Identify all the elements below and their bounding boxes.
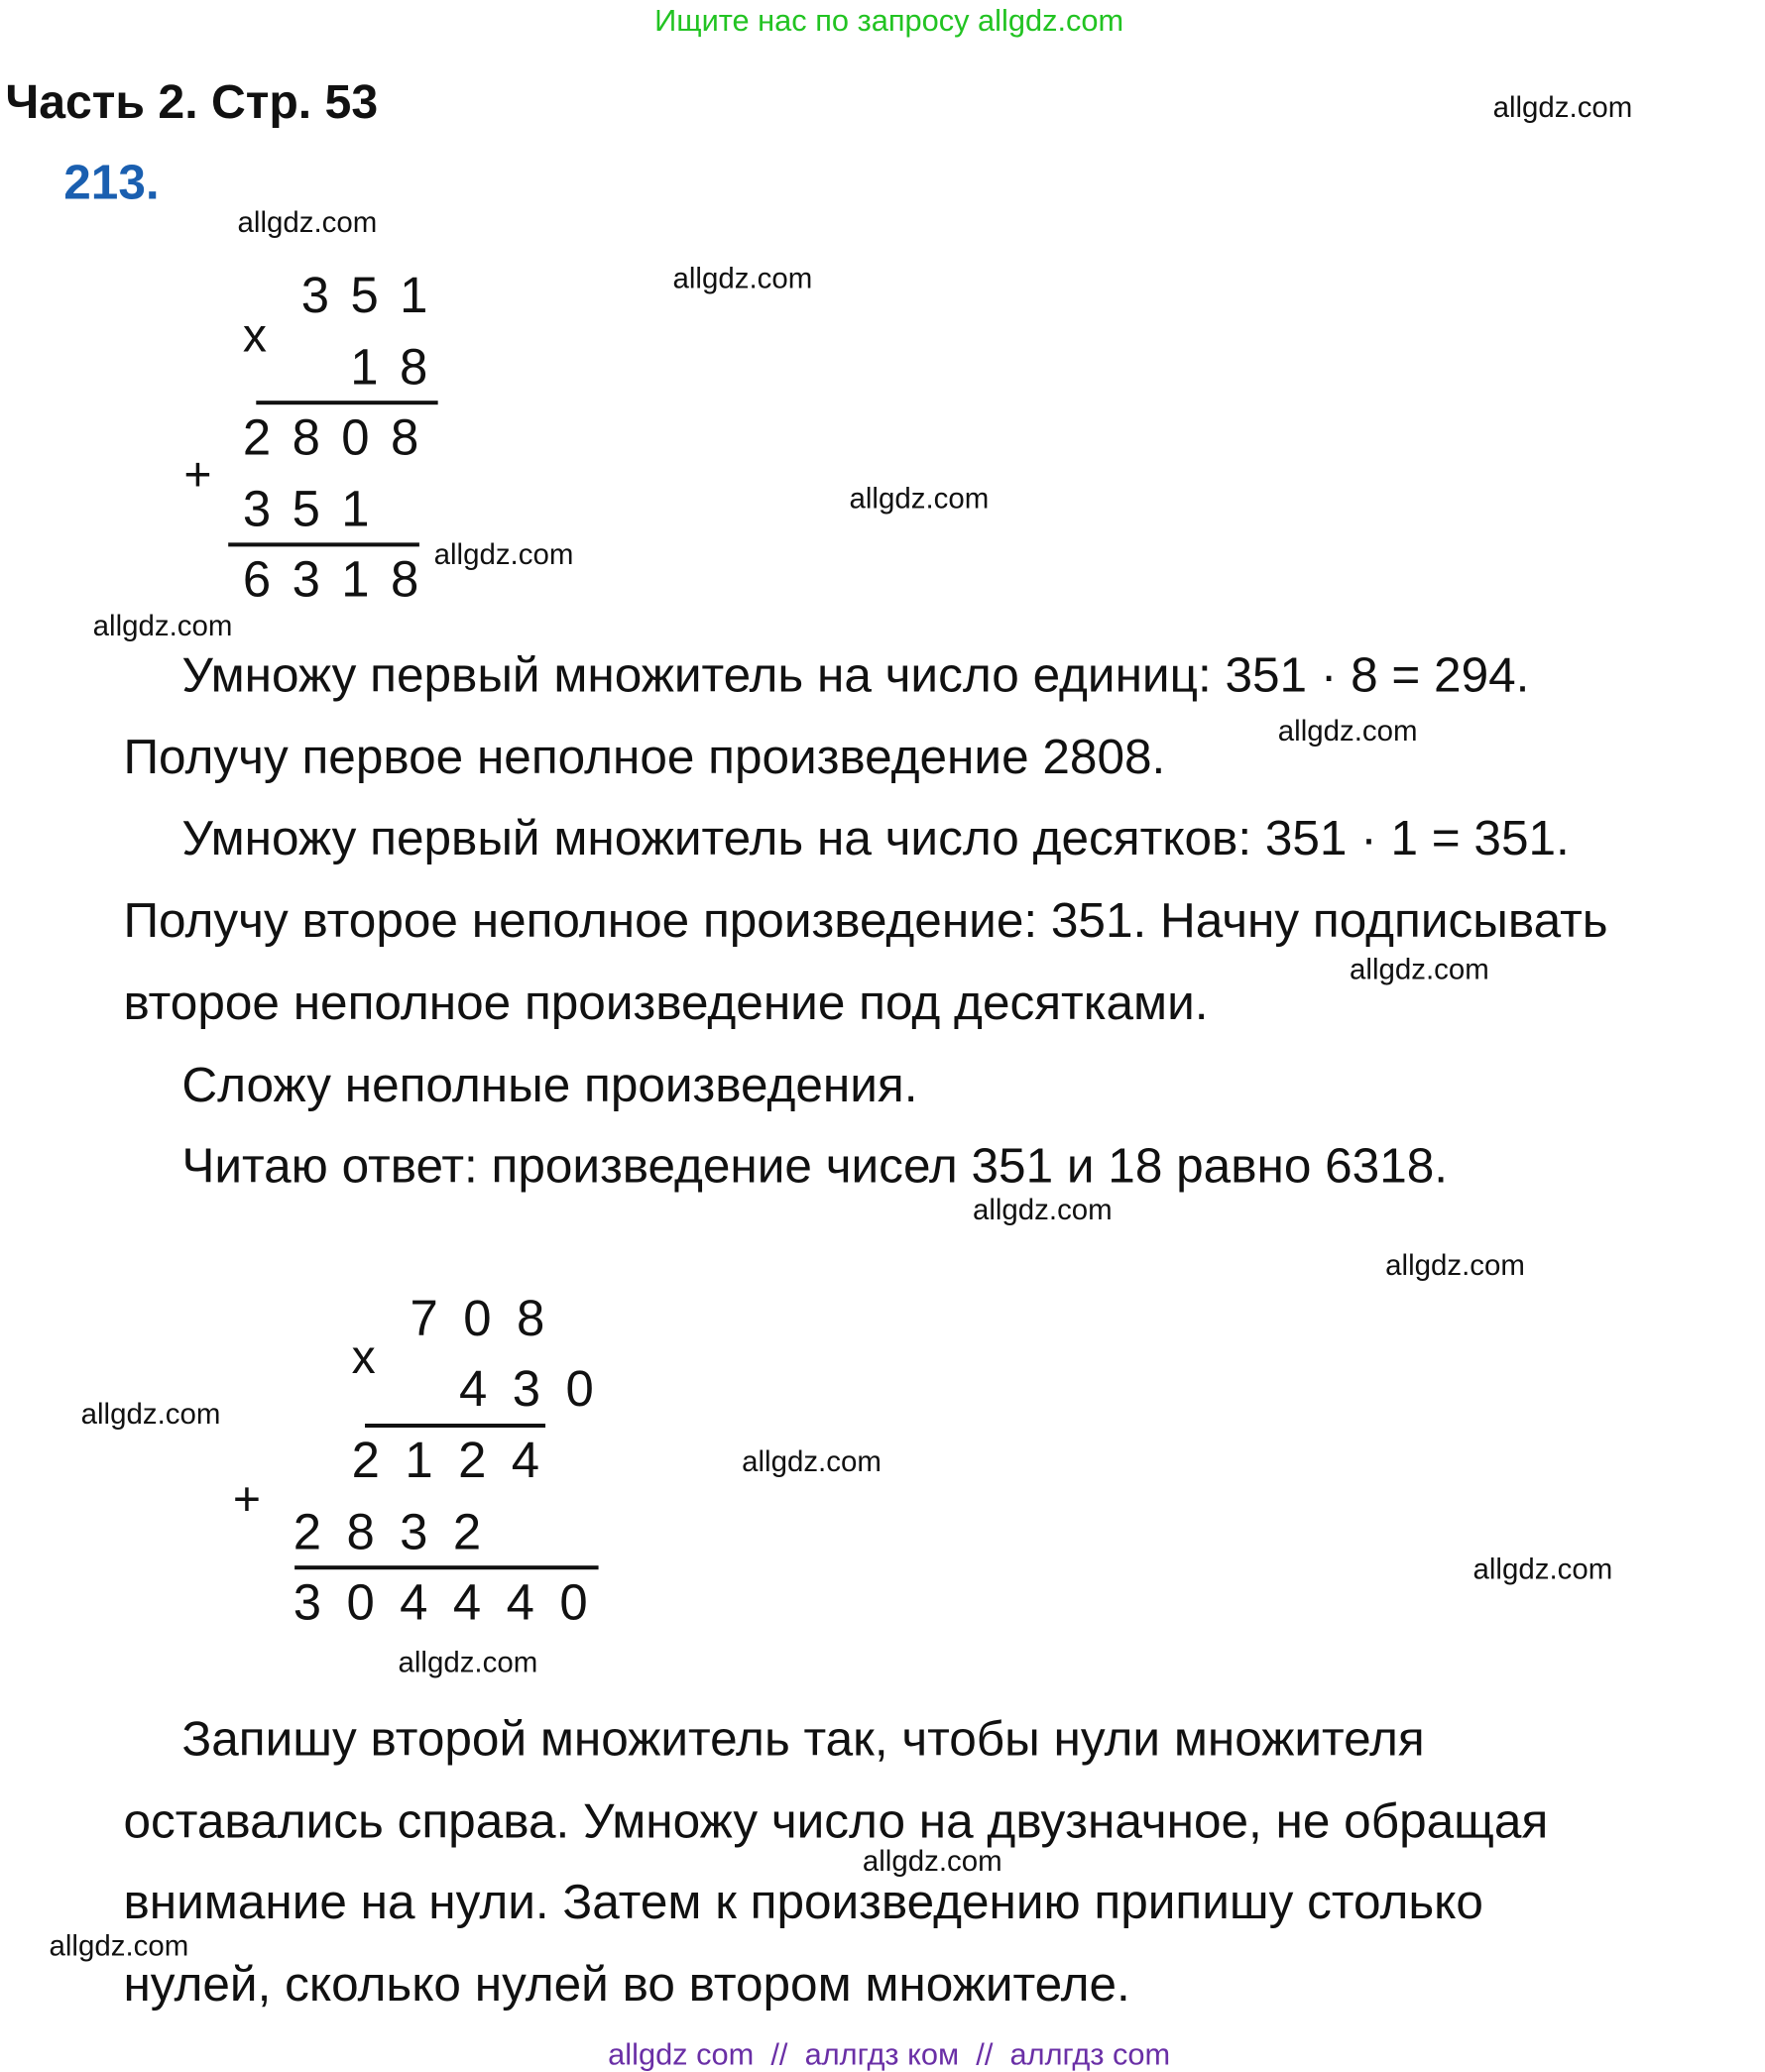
explanation-line: Получу второе неполное произведение: 351. Начну подписывать xyxy=(123,892,1608,948)
multiplier: 18 xyxy=(350,340,449,397)
explanation-line: второе неполное произведение под десятками. xyxy=(123,975,1209,1030)
footer-links: allgdz com // аллгдз ком // аллгдз com xyxy=(608,2036,1171,2072)
multiplicand: 708 xyxy=(410,1291,570,1348)
watermark: allgdz.com xyxy=(433,537,574,571)
watermark: allgdz.com xyxy=(92,609,233,642)
partial-product-1: 2808 xyxy=(242,410,440,467)
multiply-sign: x xyxy=(351,1328,376,1384)
watermark: allgdz.com xyxy=(398,1645,538,1678)
watermark: allgdz.com xyxy=(849,481,990,516)
watermark: allgdz.com xyxy=(80,1397,221,1431)
watermark: allgdz.com xyxy=(49,1928,189,1963)
explanation-line: Сложу неполные произведения. xyxy=(181,1057,918,1112)
watermark: allgdz.com xyxy=(672,261,813,295)
exercise-number: 213. xyxy=(63,155,160,210)
multiplier: 430 xyxy=(459,1361,620,1418)
divider-line xyxy=(256,401,437,404)
plus-sign: + xyxy=(232,1471,261,1527)
partial-product-2: 351 xyxy=(242,482,392,538)
search-banner: Ищите нас по запросу allgdz.com xyxy=(654,2,1124,38)
watermark: allgdz.com xyxy=(1385,1248,1525,1282)
divider-line xyxy=(228,542,419,546)
divider-line xyxy=(294,1565,598,1569)
page-title: Часть 2. Стр. 53 xyxy=(5,73,379,129)
partial-product-2: 2832 xyxy=(293,1505,507,1561)
partial-product-1: 2124 xyxy=(351,1434,565,1490)
watermark: allgdz.com xyxy=(862,1844,1002,1878)
product: 6318 xyxy=(242,552,440,609)
explanation-line: Читаю ответ: произведение чисел 351 и 18 равно 6318. xyxy=(181,1138,1449,1194)
watermark: allgdz.com xyxy=(237,205,378,239)
multiply-sign: x xyxy=(242,307,267,363)
explanation-line: оставались справа. Умножу число на двузначное, не обращая xyxy=(123,1793,1549,1849)
plus-sign: + xyxy=(183,447,212,502)
watermark: allgdz.com xyxy=(1492,90,1633,124)
watermark: allgdz.com xyxy=(1350,952,1489,986)
watermark: allgdz.com xyxy=(1277,714,1418,748)
explanation-line: Умножу первый множитель на число десятков: 351 · 1 = 351. xyxy=(181,810,1570,865)
watermark: allgdz.com xyxy=(742,1444,882,1478)
explanation-line: Запишу второй множитель так, чтобы нули множителя xyxy=(181,1711,1425,1767)
explanation-line: Умножу первый множитель на число единиц: 351 · 8 = 294. xyxy=(181,647,1530,702)
explanation-line: нулей, сколько нулей во втором множителе. xyxy=(123,1956,1130,2012)
product: 304440 xyxy=(293,1575,614,1632)
multiplicand: 351 xyxy=(300,269,449,325)
watermark: allgdz.com xyxy=(972,1193,1113,1226)
explanation-line: Получу первое неполное произведение 2808. xyxy=(123,730,1166,784)
explanation-line: внимание на нули. Затем к произведению припишу столько xyxy=(123,1875,1483,1929)
divider-line xyxy=(365,1424,545,1428)
watermark: allgdz.com xyxy=(1472,1552,1613,1586)
